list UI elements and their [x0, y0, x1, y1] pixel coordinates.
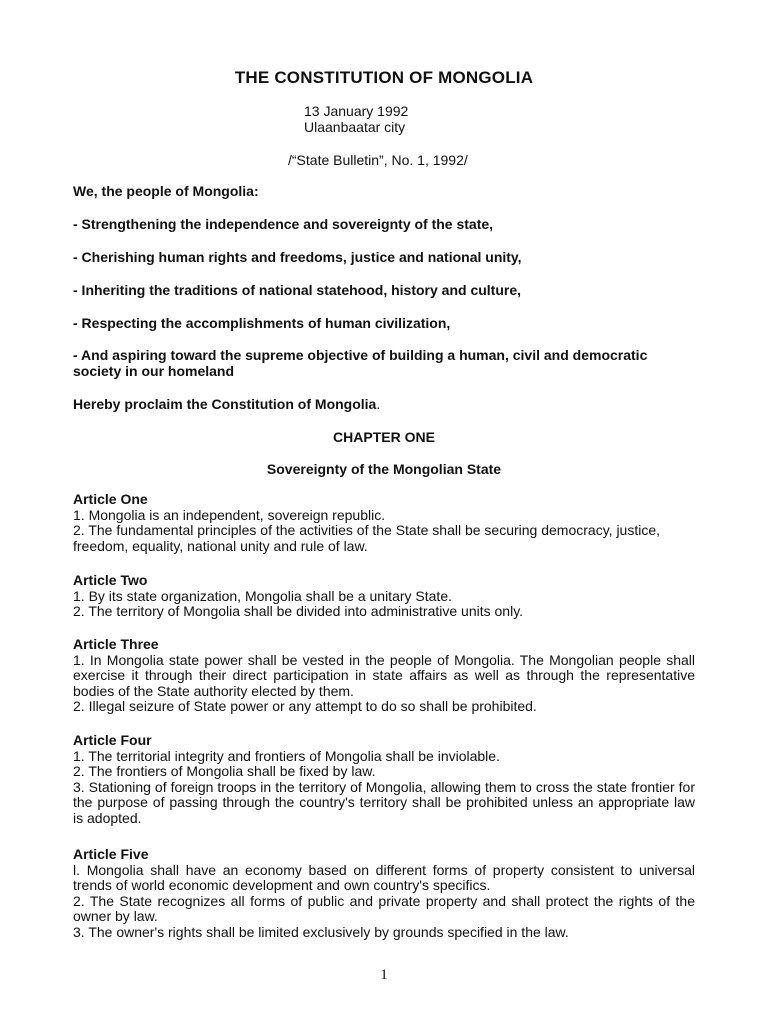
preamble-item: - And aspiring toward the supreme objective of building a human, civil and democratic society in our homeland [73, 347, 648, 379]
article-heading: Article Four [73, 732, 152, 748]
document-page [73, 0, 695, 1024]
article-paragraph: 2. The State recognizes all forms of public and private property and shall protect the rights of the owner by law. [73, 892, 695, 925]
preamble-item: - Cherishing human rights and freedoms, justice and national unity, [73, 249, 522, 265]
article-heading: Article Two [73, 572, 148, 588]
article-paragraph: 2. The fundamental principles of the activities of the State shall be securing democracy, justice, freedom, equality, national unity and rule of law. [73, 522, 661, 554]
preamble-item: - Strengthening the independence and sovereignty of the state, [73, 216, 494, 232]
article-one [73, 492, 695, 554]
document-city: Ulaanbaatar city [304, 119, 406, 135]
article-four [73, 733, 695, 827]
article-paragraph: 1. The territorial integrity and frontiers of Mongolia shall be inviolable. [73, 747, 500, 764]
document-bulletin: /“State Bulletin”, No. 1, 1992/ [288, 152, 468, 168]
article-heading: Article One [73, 491, 148, 507]
article-paragraph: 2. Illegal seizure of State power or any attempt to do so shall be prohibited. [73, 698, 537, 715]
article-two [73, 573, 695, 620]
preamble-item: - Inheriting the traditions of national statehood, history and culture, [73, 282, 522, 298]
article-paragraph: 3. The owner's rights shall be limited exclusively by grounds specified in the law. [73, 923, 569, 940]
article-heading: Article Three [73, 636, 159, 652]
article-paragraph: 1. In Mongolia state power shall be vested in the people of Mongolia. The Mongolian people shall exercise it through their direct participation in state affairs as well as through the representative bodies of the State authority elected by them. [73, 651, 695, 699]
article-heading: Article Five [73, 846, 149, 862]
article-paragraph: 3. Stationing of foreign troops in the territory of Mongolia, allowing them to cross the state frontier for the purpose of passing through the country's territory shall be prohibited unless an appropriate law is adopted. [73, 778, 695, 826]
article-five [73, 847, 695, 941]
article-paragraph: 2. The frontiers of Mongolia shall be fixed by law. [73, 763, 376, 780]
document-title: THE CONSTITUTION OF MONGOLIA [234, 68, 534, 87]
document-date: 13 January 1992 [304, 103, 409, 119]
article-paragraph: l. Mongolia shall have an economy based on different forms of property consistent to universal trends of world economic development and own country's specifics. [73, 861, 695, 894]
chapter-label: CHAPTER ONE [333, 429, 435, 445]
article-three [73, 637, 695, 715]
chapter-title: Sovereignty of the Mongolian State [266, 461, 502, 477]
proclaim-text: Hereby proclaim the Constitution of Mongolia [73, 396, 377, 412]
preamble-intro: We, the people of Mongolia: [73, 183, 259, 199]
preamble-proclaim [73, 396, 695, 412]
article-paragraph: 1. By its state organization, Mongolia shall be a unitary State. [73, 587, 452, 604]
preamble-item: - Respecting the accomplishments of human civilization, [73, 315, 451, 331]
page-number: 1 [380, 967, 388, 983]
article-paragraph: 2. The territory of Mongolia shall be divided into administrative units only. [73, 603, 524, 620]
article-paragraph: 1. Mongolia is an independent, sovereign republic. [73, 506, 386, 523]
proclaim-period: . [376, 396, 381, 412]
